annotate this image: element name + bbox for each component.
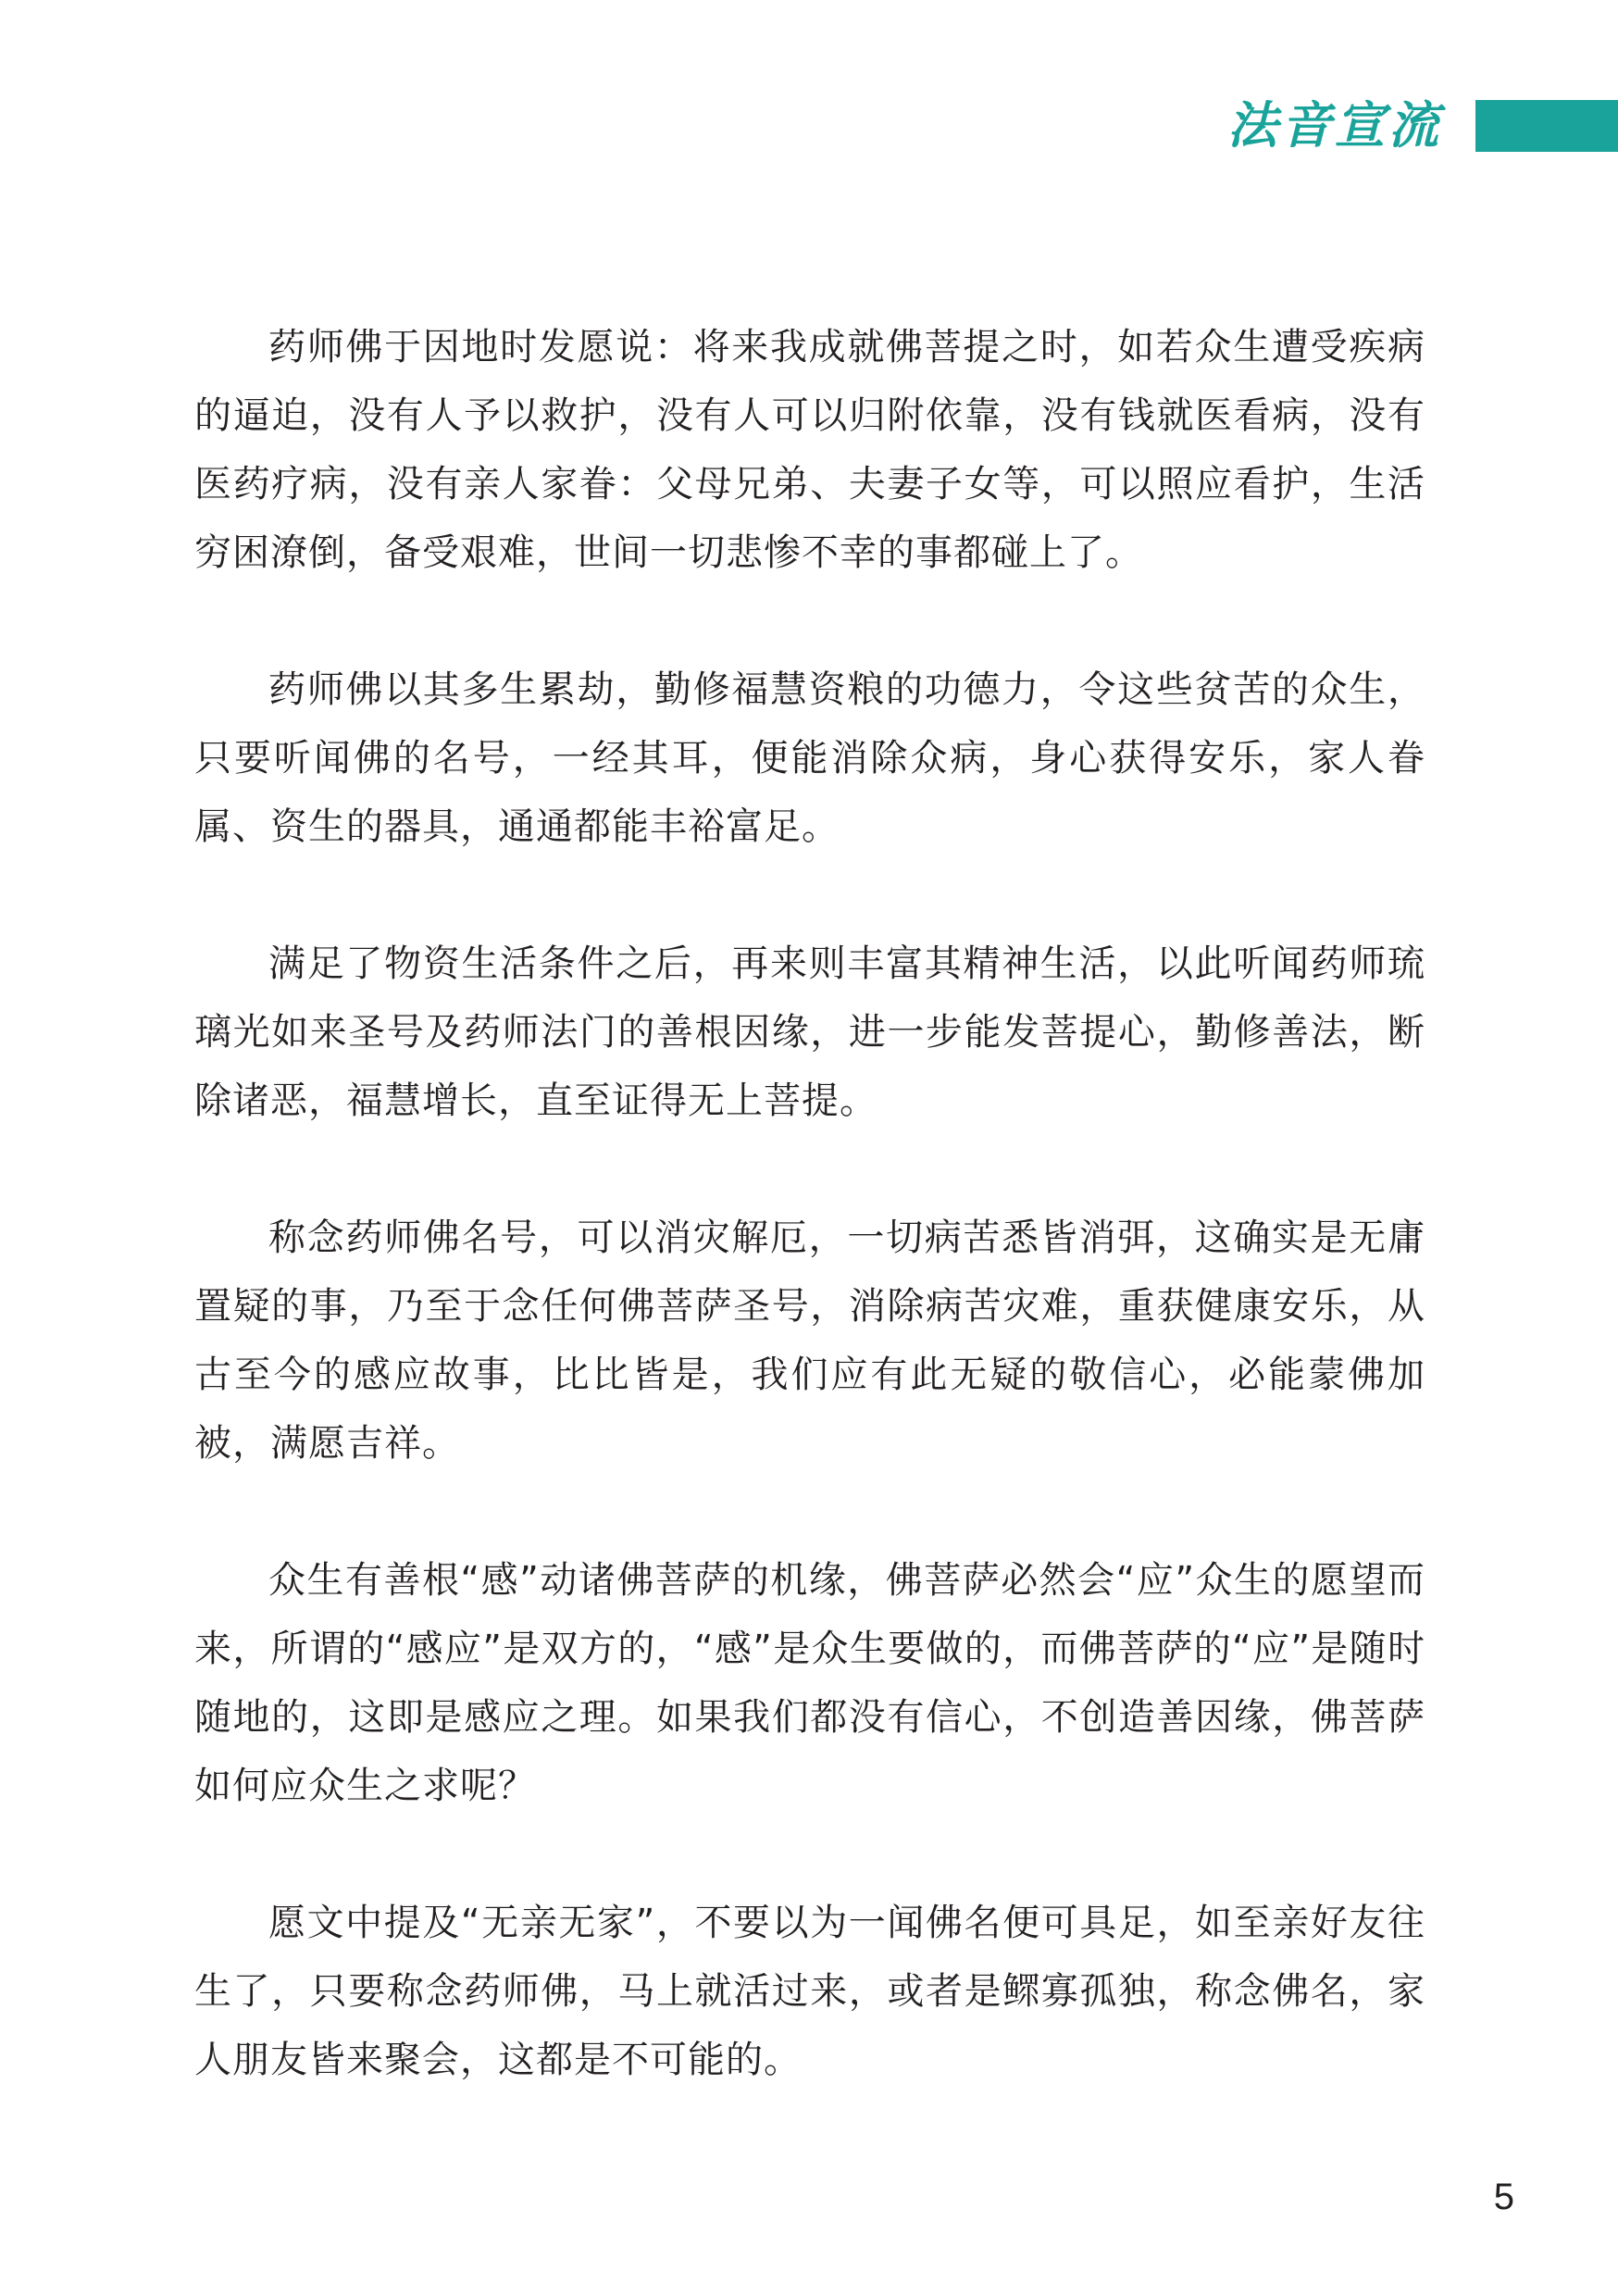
paragraph: 满足了物资生活条件之后，再来则丰富其精神生活，以此听闻药师琉璃光如来圣号及药师法门的善根因缘，进一步能发菩提心，勤修善法，断除诸恶，福慧增长，直至证得无上菩提。 — [194, 942, 1425, 1122]
page-header — [1227, 96, 1618, 155]
paragraph: 众生有善根“感”动诸佛菩萨的机缘，佛菩萨必然会“应”众生的愿望而来，所谓的“感应”是双方的，“感”是众生要做的，而佛菩萨的“应”是随时随地的，这即是感应之理。如果我们都没有信心，不创造善因缘，佛菩萨如何应众生之求呢？ — [194, 1559, 1425, 1807]
paragraph: 药师佛于因地时发愿说：将来我成就佛菩提之时，如若众生遭受疾病的逼迫，没有人予以救护，没有人可以归附依靠，没有钱就医看病，没有医药疗病，没有亲人家眷：父母兄弟、夫妻子女等，可以照应看护，生活穷困潦倒，备受艰难，世间一切悲惨不幸的事都碰上了。 — [194, 326, 1425, 574]
article-body — [194, 313, 1425, 2163]
paragraph: 药师佛以其多生累劫，勤修福慧资粮的功德力，令这些贫苦的众生，只要听闻佛的名号，一经其耳，便能消除众病，身心获得安乐，家人眷属、资生的器具，通通都能丰裕富足。 — [194, 668, 1425, 848]
paragraph: 愿文中提及“无亲无家”，不要以为一闻佛名便可具足，如至亲好友往生了，只要称念药师佛，马上就活过来，或者是鳏寡孤独，称念佛名，家人朋友皆来聚会，这都是不可能的。 — [194, 1902, 1425, 2081]
header-accent-bar — [1475, 100, 1618, 152]
section-title: 法音宣流 — [1227, 96, 1442, 155]
paragraph: 称念药师佛名号，可以消灾解厄，一切病苦悉皆消弭，这确实是无庸置疑的事，乃至于念任何佛菩萨圣号，消除病苦灾难，重获健康安乐，从古至今的感应故事，比比皆是，我们应有此无疑的敬信心，必能蒙佛加被，满愿吉祥。 — [194, 1217, 1425, 1465]
page-number: 5 — [1493, 2177, 1514, 2217]
